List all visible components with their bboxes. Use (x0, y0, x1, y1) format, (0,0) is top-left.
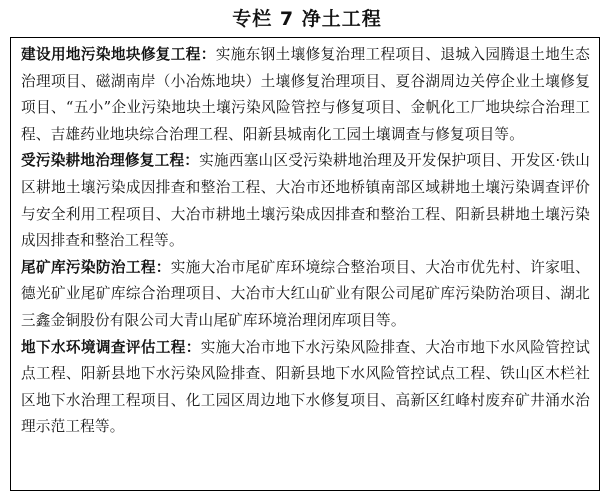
section-heading: 尾矿库污染防治工程： (21, 258, 171, 276)
section-body: 实施西塞山区受污染耕地治理及开发保护项目、开发区·铁山区耕地土壤污染成因排查和整治工程、大冶市还地桥镇南部区域耕地土壤污染调查评价与安全利用工程项目、大冶市耕地土壤污染成因排查和整治工程、阳新县耕地土壤污染成因排查和整治工程等。 (21, 152, 590, 250)
section-heading: 地下水环境调查评估工程： (21, 338, 201, 356)
section-construction-land (21, 42, 590, 148)
section-heading: 受污染耕地治理修复工程： (21, 152, 200, 170)
column-box (10, 37, 600, 491)
page-title: 专栏 7 净土工程 (232, 8, 382, 30)
section-tailings (21, 255, 590, 335)
section-heading: 建设用地污染地块修复工程： (21, 46, 216, 63)
section-body: 实施大冶市地下水污染风险排查、大冶市地下水风险管控试点工程、阳新县地下水污染风险排查、阳新县地下水风险管控试点工程、铁山区木栏社区地下水治理工程项目、化工园区周边地下水修复项目、高新区红峰村废弃矿井涌水治理示范工程等。 (21, 338, 591, 436)
section-groundwater (21, 335, 590, 441)
section-body: 实施大冶市尾矿库环境综合整治项目、大冶市优先村、许家咀、德光矿业尾矿库综合治理项目、大冶市大红山矿业有限公司尾矿库污染防治项目、湖北三鑫金铜股份有限公司大青山尾矿库环境治理闭库项目等。 (21, 258, 590, 329)
section-body: 实施东钢土壤修复治理工程项目、退城入园腾退土地生态治理项目、磁湖南岸（小冶炼地块）土壤修复治理项目、夏谷湖周边关停企业土壤修复项目、“五小”企业污染地块土壤污染风险管控与修复项目、金帆化工厂地块综合治理工程、吉雄药业地块综合治理工程、阳新县城南化工园土壤调查与修复项目等。 (21, 46, 590, 143)
section-farmland (21, 148, 590, 254)
